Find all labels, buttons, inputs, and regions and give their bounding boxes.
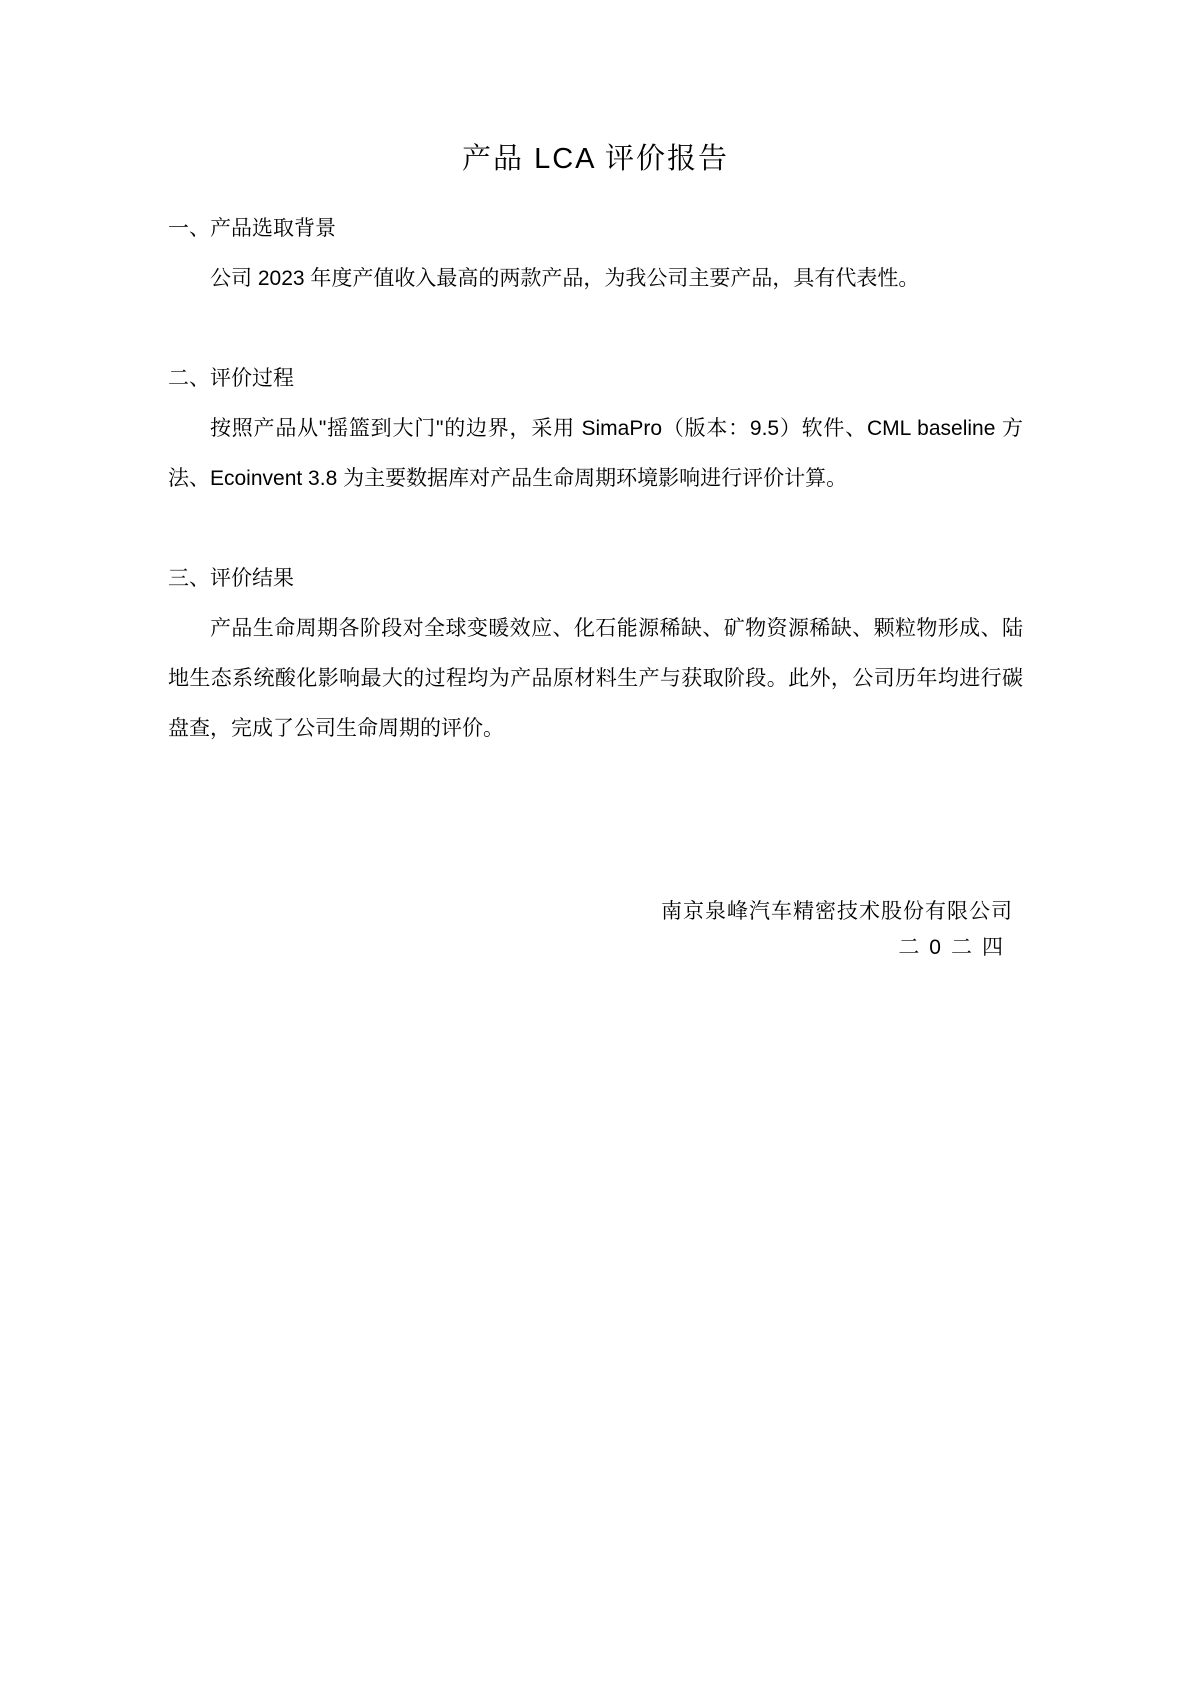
company-name: 南京泉峰汽车精密技术股份有限公司: [661, 900, 1013, 923]
section-heading: 一、产品选取背景: [168, 217, 336, 240]
blank-line: [168, 304, 1023, 354]
section-product-selection: [168, 204, 1023, 304]
page-title: 产品 LCA 评价报告: [462, 143, 729, 175]
report-year: 二0二四: [898, 936, 1013, 959]
paragraph: 按照产品从"摇篮到大门"的边界，采用 SimaPro（版本：9.5）软件、CML baseline 方法、Ecoinvent 3.8 为主要数据库对产品生命周期环境影响进行评价计算。: [168, 417, 1023, 490]
blank-line: [168, 504, 1023, 554]
section-heading: 二、评价过程: [168, 367, 294, 390]
section-heading: 三、评价结果: [168, 567, 294, 590]
signature-block: [168, 894, 1023, 966]
section-evaluation-results: [168, 554, 1023, 754]
paragraph: 产品生命周期各阶段对全球变暖效应、化石能源稀缺、矿物资源稀缺、颗粒物形成、陆地生态系统酸化影响最大的过程均为产品原材料生产与获取阶段。此外，公司历年均进行碳盘查，完成了公司生命周期的评价。: [168, 617, 1023, 740]
section-evaluation-process: [168, 354, 1023, 504]
paragraph: 公司 2023 年度产值收入最高的两款产品，为我公司主要产品，具有代表性。: [210, 267, 920, 290]
